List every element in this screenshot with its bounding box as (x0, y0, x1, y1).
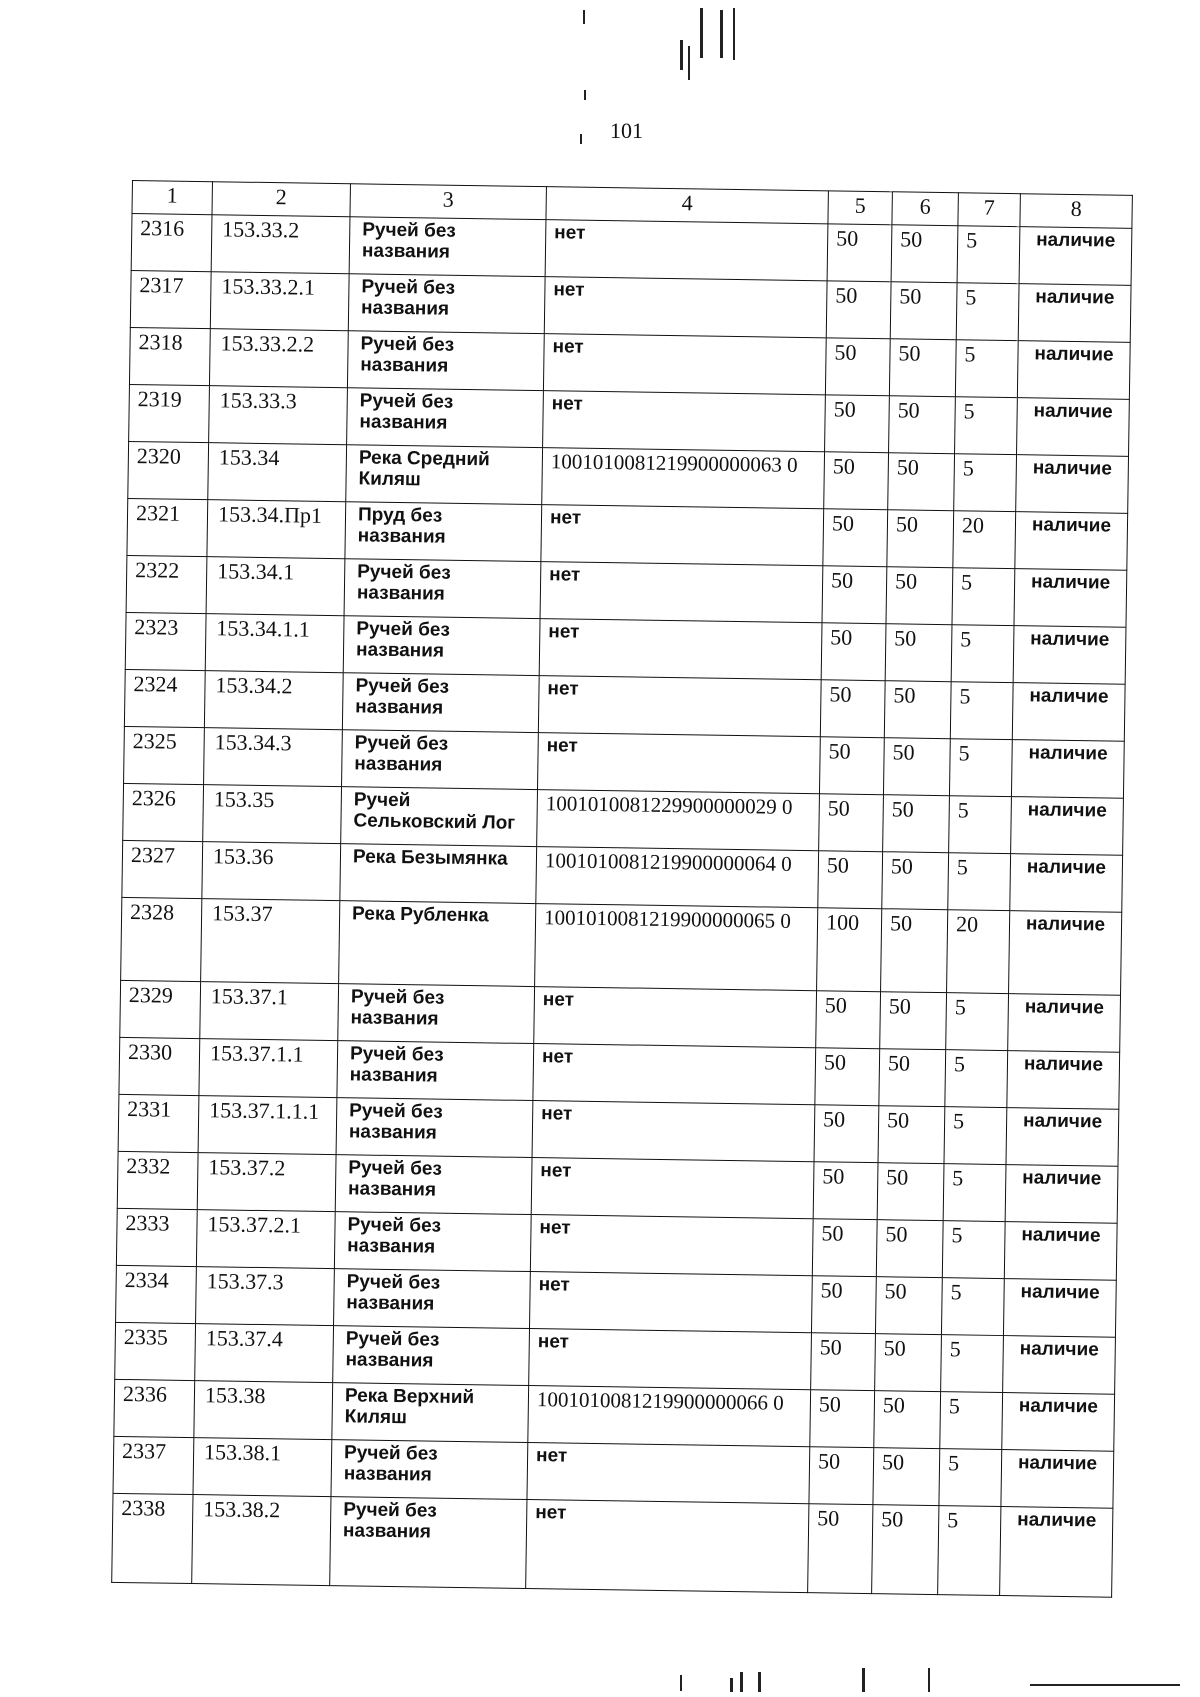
value-6-cell: 50 (882, 852, 949, 910)
column-header: 3 (350, 184, 546, 220)
name-cell: Река Рубленка (339, 901, 536, 987)
row-number-cell: 2318 (129, 327, 210, 385)
code-cell: 153.34.1.1 (205, 614, 344, 673)
scan-mark (862, 1668, 865, 1692)
value-5-cell: 50 (815, 1048, 880, 1106)
registry-cell: нет (538, 733, 821, 794)
code-cell: 153.37.2 (197, 1153, 336, 1212)
value-7-cell: 5 (956, 283, 1019, 341)
name-cell: Ручей без названия (347, 331, 544, 391)
code-cell: 153.37.1 (200, 982, 339, 1041)
value-7-cell: 5 (945, 1050, 1008, 1108)
value-5-cell: 50 (818, 851, 883, 909)
name-cell: Река Средний Киляш (346, 445, 543, 505)
value-5-cell: 50 (814, 1105, 879, 1163)
presence-cell: наличие (1004, 1222, 1117, 1281)
registry-cell: нет (530, 1215, 813, 1276)
code-cell: 153.34.3 (204, 728, 343, 787)
column-header: 8 (1020, 194, 1132, 229)
scan-mark (758, 1672, 761, 1692)
column-header: 4 (546, 187, 828, 224)
presence-cell: наличие (1001, 1450, 1114, 1509)
scan-mark (730, 1678, 733, 1692)
code-cell: 153.37.4 (195, 1324, 334, 1383)
code-cell: 153.35 (203, 785, 342, 844)
registry-cell: 1001010081219900000066 0 (528, 1386, 811, 1447)
registry-cell: нет (543, 334, 826, 395)
column-header: 1 (132, 181, 212, 215)
scan-mark (680, 40, 683, 70)
value-6-cell: 50 (876, 1220, 943, 1278)
registry-cell: 1001010081219900000064 0 (536, 847, 819, 908)
registry-cell: нет (526, 1500, 809, 1593)
name-cell: Ручей без названия (335, 1155, 532, 1215)
row-number-cell: 2334 (116, 1265, 197, 1323)
scan-mark (740, 1672, 743, 1692)
presence-cell: наличие (1011, 740, 1124, 799)
value-7-cell: 5 (943, 1164, 1006, 1222)
row-number-cell: 2336 (114, 1379, 195, 1437)
code-cell: 153.34.1 (206, 557, 345, 616)
value-6-cell: 50 (888, 453, 955, 511)
code-cell: 153.34.2 (204, 671, 343, 730)
registry-cell: 1001010081219900000063 0 (542, 448, 825, 509)
value-7-cell: 5 (957, 226, 1020, 284)
row-number-cell: 2330 (119, 1037, 200, 1095)
value-6-cell: 50 (879, 1049, 946, 1107)
row-number-cell: 2317 (130, 270, 211, 328)
registry-cell: нет (531, 1158, 814, 1219)
row-number-cell: 2331 (118, 1094, 199, 1152)
value-6-cell: 50 (890, 282, 957, 340)
value-7-cell: 5 (951, 625, 1014, 683)
registry-cell: нет (541, 505, 824, 566)
value-5-cell: 50 (809, 1447, 874, 1505)
value-6-cell: 50 (872, 1505, 939, 1595)
code-cell: 153.38.2 (192, 1495, 331, 1586)
row-number-cell: 2324 (124, 669, 205, 727)
name-cell: Ручей без названия (330, 1497, 527, 1589)
row-number-cell: 2316 (131, 214, 212, 272)
value-5-cell: 50 (813, 1162, 878, 1220)
name-cell: Ручей без названия (343, 616, 540, 676)
presence-cell: наличие (1002, 1393, 1115, 1452)
registry-cell: нет (527, 1443, 810, 1504)
value-5-cell: 50 (808, 1504, 873, 1594)
row-number-cell: 2328 (121, 897, 202, 981)
value-6-cell: 50 (883, 795, 950, 853)
presence-cell: наличие (1010, 854, 1123, 913)
registry-cell: нет (529, 1329, 812, 1390)
name-cell: Ручей без названия (336, 1098, 533, 1158)
name-cell: Ручей Сельковский Лог (341, 787, 538, 847)
row-number-cell: 2319 (129, 384, 210, 442)
registry-cell: 1001010081219900000065 0 (535, 904, 818, 991)
presence-cell: наличие (1013, 626, 1126, 685)
value-5-cell: 50 (823, 509, 888, 567)
row-number-cell: 2329 (120, 980, 201, 1038)
value-5-cell: 50 (810, 1390, 875, 1448)
registry-cell: нет (544, 277, 827, 338)
value-6-cell: 50 (873, 1448, 940, 1506)
presence-cell: наличие (1009, 911, 1122, 996)
value-5-cell: 50 (825, 395, 890, 453)
presence-cell: наличие (1019, 227, 1132, 286)
table-row (112, 1493, 1113, 1597)
value-5-cell: 50 (816, 991, 881, 1049)
name-cell: Ручей без названия (334, 1269, 531, 1329)
name-cell: Ручей без названия (347, 388, 544, 448)
presence-cell: наличие (1003, 1336, 1116, 1395)
row-number-cell: 2322 (126, 555, 207, 613)
name-cell: Река Безымянка (340, 844, 537, 904)
presence-cell: наличие (1006, 1108, 1119, 1167)
column-header: 2 (212, 182, 350, 217)
presence-cell: наличие (1017, 398, 1130, 457)
value-7-cell: 5 (955, 340, 1018, 398)
value-6-cell: 50 (887, 510, 954, 568)
presence-cell: наличие (1008, 994, 1121, 1053)
value-7-cell: 5 (941, 1278, 1004, 1336)
value-5-cell: 50 (821, 623, 886, 681)
row-number-cell: 2332 (117, 1151, 198, 1209)
registry-cell: нет (543, 391, 826, 452)
scan-mark (928, 1668, 930, 1692)
value-6-cell: 50 (875, 1277, 942, 1335)
code-cell: 153.37.1.1 (199, 1039, 338, 1098)
row-number-cell: 2323 (125, 612, 206, 670)
name-cell: Ручей без названия (348, 274, 545, 334)
registry-cell: нет (534, 987, 817, 1048)
scan-mark (584, 90, 586, 100)
value-5-cell: 50 (824, 452, 889, 510)
value-5-cell: 50 (819, 737, 884, 795)
presence-cell: наличие (1000, 1507, 1113, 1598)
presence-cell: наличие (1003, 1279, 1116, 1338)
value-5-cell: 50 (822, 566, 887, 624)
value-5-cell: 50 (811, 1333, 876, 1391)
code-cell: 153.33.2 (211, 215, 350, 274)
value-6-cell: 50 (889, 339, 956, 397)
value-7-cell: 5 (944, 1107, 1007, 1165)
scan-mark (1030, 1684, 1180, 1686)
name-cell: Ручей без названия (342, 673, 539, 733)
value-6-cell: 50 (891, 225, 958, 283)
value-6-cell: 50 (878, 1106, 945, 1164)
value-6-cell: 50 (880, 992, 947, 1050)
value-7-cell: 5 (949, 796, 1012, 854)
column-header: 6 (892, 192, 958, 226)
code-cell: 153.34 (208, 443, 347, 502)
registry-cell: нет (545, 220, 828, 281)
code-cell: 153.38 (194, 1381, 333, 1440)
presence-cell: наличие (1014, 569, 1127, 628)
name-cell: Ручей без названия (338, 984, 535, 1044)
row-number-cell: 2325 (124, 726, 205, 784)
value-6-cell: 50 (885, 624, 952, 682)
value-6-cell: 50 (877, 1163, 944, 1221)
row-number-cell: 2333 (116, 1208, 197, 1266)
scan-mark (680, 1675, 682, 1691)
registry-cell: нет (540, 562, 823, 623)
value-7-cell: 5 (948, 853, 1011, 911)
code-cell: 153.37.2.1 (196, 1210, 335, 1269)
presence-cell: наличие (1017, 341, 1130, 400)
registry-cell: нет (533, 1044, 816, 1105)
value-7-cell: 5 (939, 1449, 1002, 1507)
scan-mark (700, 8, 703, 58)
name-cell: Ручей без названия (342, 730, 539, 790)
value-6-cell: 50 (884, 681, 951, 739)
registry-cell: нет (539, 619, 822, 680)
row-number-cell: 2321 (127, 498, 208, 556)
value-7-cell: 5 (940, 1392, 1003, 1450)
registry-cell: нет (532, 1101, 815, 1162)
code-cell: 153.37.3 (196, 1267, 335, 1326)
scan-mark (580, 134, 582, 144)
name-cell: Ручей без названия (349, 217, 546, 277)
table-row (121, 897, 1122, 995)
row-number-cell: 2337 (113, 1436, 194, 1494)
value-5-cell: 100 (817, 908, 882, 992)
value-7-cell: 5 (954, 454, 1017, 512)
row-number-cell: 2320 (128, 441, 209, 499)
code-cell: 153.36 (202, 842, 341, 901)
value-5-cell: 50 (825, 338, 890, 396)
value-7-cell: 5 (955, 397, 1018, 455)
value-5-cell: 50 (820, 680, 885, 738)
code-cell: 153.34.Пр1 (207, 500, 346, 559)
code-cell: 153.33.3 (209, 386, 348, 445)
presence-cell: наличие (1015, 512, 1128, 571)
code-cell: 153.37.1.1.1 (198, 1096, 337, 1155)
code-cell: 153.33.2.1 (210, 272, 349, 331)
presence-cell: наличие (1012, 683, 1125, 742)
name-cell: Река Верхний Киляш (332, 1383, 529, 1443)
value-5-cell: 50 (827, 224, 892, 282)
value-7-cell: 5 (938, 1506, 1001, 1596)
value-7-cell: 5 (946, 993, 1009, 1051)
code-cell: 153.37 (201, 899, 340, 984)
name-cell: Пруд без названия (345, 502, 542, 562)
water-objects-table (111, 180, 1133, 1598)
value-7-cell: 20 (953, 511, 1016, 569)
name-cell: Ручей без названия (333, 1326, 530, 1386)
row-number-cell: 2338 (112, 1493, 193, 1583)
value-5-cell: 50 (819, 794, 884, 852)
value-7-cell: 5 (942, 1221, 1005, 1279)
value-6-cell: 50 (883, 738, 950, 796)
scan-mark (583, 10, 585, 24)
value-7-cell: 5 (952, 568, 1015, 626)
name-cell: Ручей без названия (337, 1041, 534, 1101)
code-cell: 153.38.1 (193, 1438, 332, 1497)
value-7-cell: 5 (941, 1335, 1004, 1393)
column-header: 5 (828, 191, 892, 225)
code-cell: 153.33.2.2 (209, 329, 348, 388)
registry-cell: 1001010081229900000029 0 (537, 790, 820, 851)
value-6-cell: 50 (874, 1391, 941, 1449)
name-cell: Ручей без названия (331, 1440, 528, 1500)
scan-mark (720, 10, 723, 58)
value-7-cell: 5 (949, 739, 1012, 797)
row-number-cell: 2326 (123, 783, 204, 841)
name-cell: Ручей без названия (334, 1212, 531, 1272)
value-7-cell: 5 (950, 682, 1013, 740)
value-6-cell: 50 (881, 909, 948, 993)
table-body (112, 214, 1132, 1598)
column-header: 7 (958, 193, 1020, 227)
presence-cell: наличие (1007, 1051, 1120, 1110)
row-number-cell: 2335 (115, 1322, 196, 1380)
scan-mark (733, 8, 735, 60)
registry-cell: нет (530, 1272, 813, 1333)
scan-mark (688, 46, 690, 80)
presence-cell: наличие (1011, 797, 1124, 856)
value-5-cell: 50 (812, 1219, 877, 1277)
page-number: 101 (610, 118, 643, 143)
value-7-cell: 20 (947, 910, 1010, 994)
presence-cell: наличие (1018, 284, 1131, 343)
registry-cell: нет (538, 676, 821, 737)
value-5-cell: 50 (826, 281, 891, 339)
value-6-cell: 50 (886, 567, 953, 625)
presence-cell: наличие (1016, 455, 1129, 514)
data-table-wrapper (111, 180, 1133, 1598)
value-6-cell: 50 (889, 396, 956, 454)
presence-cell: наличие (1005, 1165, 1118, 1224)
value-6-cell: 50 (875, 1334, 942, 1392)
value-5-cell: 50 (811, 1276, 876, 1334)
name-cell: Ручей без названия (344, 559, 541, 619)
row-number-cell: 2327 (122, 840, 203, 898)
